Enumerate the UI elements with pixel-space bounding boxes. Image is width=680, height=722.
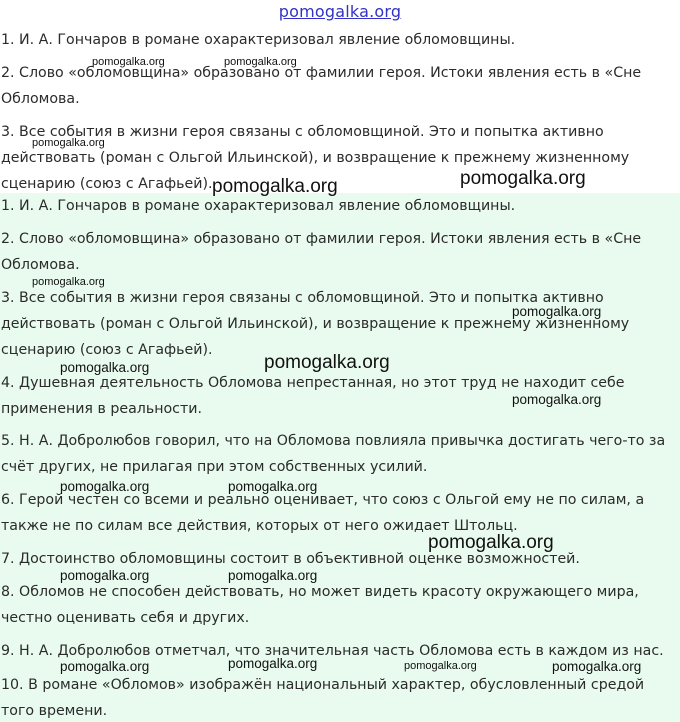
site-logo-link[interactable]: pomogalka.org (278, 2, 402, 21)
text-line: 8. Обломов не способен действовать, но может видеть красоту окружающего мира, (1, 584, 639, 600)
watermark: pomogalka.org (224, 56, 297, 68)
answer-item-5 (1, 428, 677, 480)
watermark: pomogalka.org (92, 56, 165, 68)
text-line: 6. Герой честен со всеми и реально оценивает, что союз с Ольгой ему не по силам, а (1, 492, 645, 508)
watermark: pomogalka.org (212, 176, 338, 197)
watermark: pomogalka.org (404, 660, 477, 672)
answer-item-8 (1, 579, 677, 631)
watermark: pomogalka.org (228, 479, 318, 494)
top-item-1 (1, 27, 677, 53)
text-line: 9. Н. А. Добролюбов отметчал, что значительная часть Обломова есть в каждом из нас. (1, 643, 664, 659)
text-line: 4. Душевная деятельность Обломова непрестанная, но этот труд не находит себе (1, 375, 625, 391)
watermark: pomogalka.org (552, 659, 642, 674)
text-line: 2. Слово «обломовщина» образовано от фамилии героя. Истоки явления есть в «Сне (1, 231, 642, 247)
text-line: 3. Все события в жизни героя связаны с обломовщиной. Это и попытка активно (1, 124, 604, 140)
watermark: pomogalka.org (32, 137, 105, 149)
answer-item-10 (1, 672, 677, 722)
watermark: pomogalka.org (512, 304, 602, 319)
watermark: pomogalka.org (60, 568, 150, 583)
text-line: сценарию (союз с Агафьей). (1, 342, 213, 358)
watermark: pomogalka.org (60, 479, 150, 494)
text-line: действовать (роман с Ольгой Ильинской), и возвращение к прежнему жизненному (1, 316, 630, 332)
watermark: pomogalka.org (60, 659, 150, 674)
text-line: сценарию (союз с Агафьей). (1, 176, 213, 192)
watermark: pomogalka.org (228, 656, 318, 671)
answer-item-2 (1, 226, 677, 278)
text-line: также не по силам все действия, которых от него ожидает Штольц. (1, 518, 518, 534)
text-line: применения в реальности. (1, 401, 202, 417)
answer-item-1 (1, 193, 677, 219)
text-line: 1. И. А. Гончаров в романе охарактеризовал явление обломовщины. (1, 198, 516, 214)
watermark: pomogalka.org (264, 352, 390, 373)
watermark: pomogalka.org (60, 360, 150, 375)
watermark: pomogalka.org (32, 276, 105, 288)
text-line: Обломова. (1, 257, 80, 273)
text-line: 5. Н. А. Добролюбов говорил, что на Обломова повлияла привычка достигать чего-то за (1, 433, 666, 449)
text-line: честно оценивать себя и других. (1, 610, 250, 626)
text-line: счёт других, не прилагая при этом собственных усилий. (1, 459, 428, 475)
answer-item-6 (1, 487, 677, 539)
text-line: 3. Все события в жизни героя связаны с обломовщиной. Это и попытка активно (1, 290, 604, 306)
watermark: pomogalka.org (460, 168, 586, 189)
text-line: действовать (роман с Ольгой Ильинской), и возвращение к прежнему жизненному (1, 150, 630, 166)
text-line: того времени. (1, 703, 108, 719)
watermark: pomogalka.org (512, 392, 602, 407)
watermark: pomogalka.org (228, 568, 318, 583)
text-line: Обломова. (1, 91, 80, 107)
text-line: 10. В романе «Обломов» изображён национальный характер, обусловленный средой (1, 677, 645, 693)
text-line: 7. Достоинство обломовщины состоит в объективной оценке возможностей. (1, 551, 580, 567)
text-line: 1. И. А. Гончаров в романе охарактеризовал явление обломовщины. (1, 32, 516, 48)
watermark: pomogalka.org (428, 532, 554, 553)
text-line: 2. Слово «обломовщина» образовано от фамилии героя. Истоки явления есть в «Сне (1, 65, 642, 81)
